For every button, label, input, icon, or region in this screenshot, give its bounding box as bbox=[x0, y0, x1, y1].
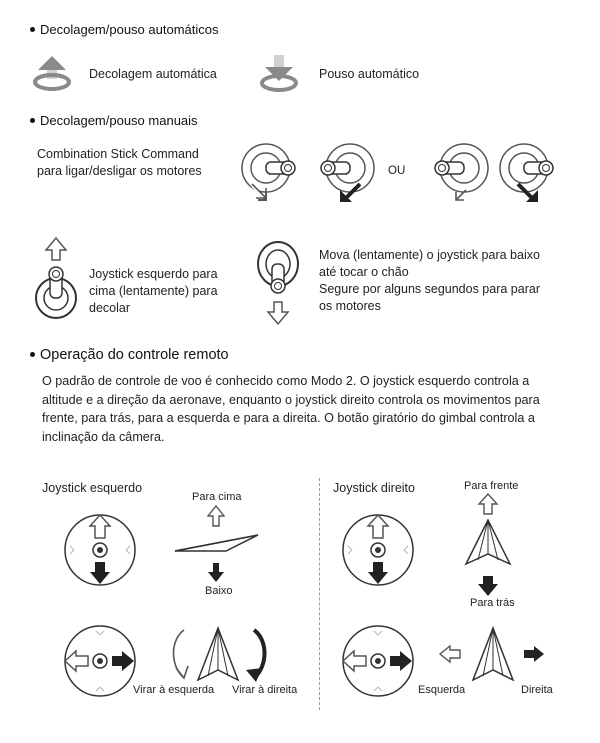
divider bbox=[319, 478, 320, 710]
joystick-icon bbox=[310, 140, 378, 208]
down-label: Baixo bbox=[205, 585, 233, 597]
auto-takeoff-icon bbox=[30, 52, 74, 96]
right-label: Direita bbox=[521, 684, 553, 696]
auto-heading: Decolagem/pouso automáticos bbox=[30, 22, 219, 37]
manual-heading: Decolagem/pouso manuais bbox=[30, 113, 198, 128]
down-stick-icon bbox=[254, 238, 302, 328]
left-joystick-title: Joystick esquerdo bbox=[42, 481, 143, 495]
csc-text: Combination Stick Command para ligar/desligar os motores bbox=[37, 147, 202, 178]
landing-label: Pouso automático bbox=[319, 67, 420, 81]
auto-landing-icon bbox=[257, 52, 301, 96]
forward-label: Para frente bbox=[464, 480, 519, 492]
right-stick-vertical-icon bbox=[340, 512, 416, 588]
remote-heading: Operação do controle remoto bbox=[30, 347, 229, 363]
right-stick-horizontal-icon bbox=[340, 623, 416, 699]
aircraft-yaw-icon bbox=[162, 626, 274, 684]
or-label: OU bbox=[388, 165, 406, 177]
turn-left-label: Virar à esquerda bbox=[133, 684, 215, 696]
turn-right-label: Virar à direita bbox=[232, 684, 298, 696]
left-stick-up-icon bbox=[32, 236, 80, 324]
joystick-icon bbox=[496, 140, 564, 208]
aircraft-roll-icon bbox=[438, 626, 548, 684]
left-stick-vertical-icon bbox=[62, 512, 138, 588]
aircraft-side-icon bbox=[172, 505, 262, 590]
aircraft-pitch-icon bbox=[458, 492, 518, 602]
remote-paragraph: O padrão de controle de voo é conhecido como Modo 2. O joystick esquerdo controla a altitude e a direção da aeronave, enquanto o joystick direito controla os movimentos para frente, para trás, para a esquerda e para a direita. O botão giratório do gimbal controla a inclinação da câmera. bbox=[42, 374, 540, 444]
right-joystick-title: Joystick direito bbox=[333, 481, 415, 495]
left-stick-horizontal-icon bbox=[62, 623, 138, 699]
left-stick-text: Joystick esquerdo para cima (lentamente) para decolar bbox=[89, 267, 218, 315]
down-stick-text: Mova (lentamente) o joystick para baixo até tocar o chão Segure por alguns segundos para parar os motores bbox=[319, 248, 540, 313]
backward-label: Para trás bbox=[470, 597, 515, 609]
left-label: Esquerda bbox=[418, 684, 466, 696]
takeoff-label: Decolagem automática bbox=[89, 67, 217, 81]
joystick-icon bbox=[424, 140, 492, 208]
up-label: Para cima bbox=[192, 491, 242, 503]
joystick-icon bbox=[238, 140, 306, 208]
